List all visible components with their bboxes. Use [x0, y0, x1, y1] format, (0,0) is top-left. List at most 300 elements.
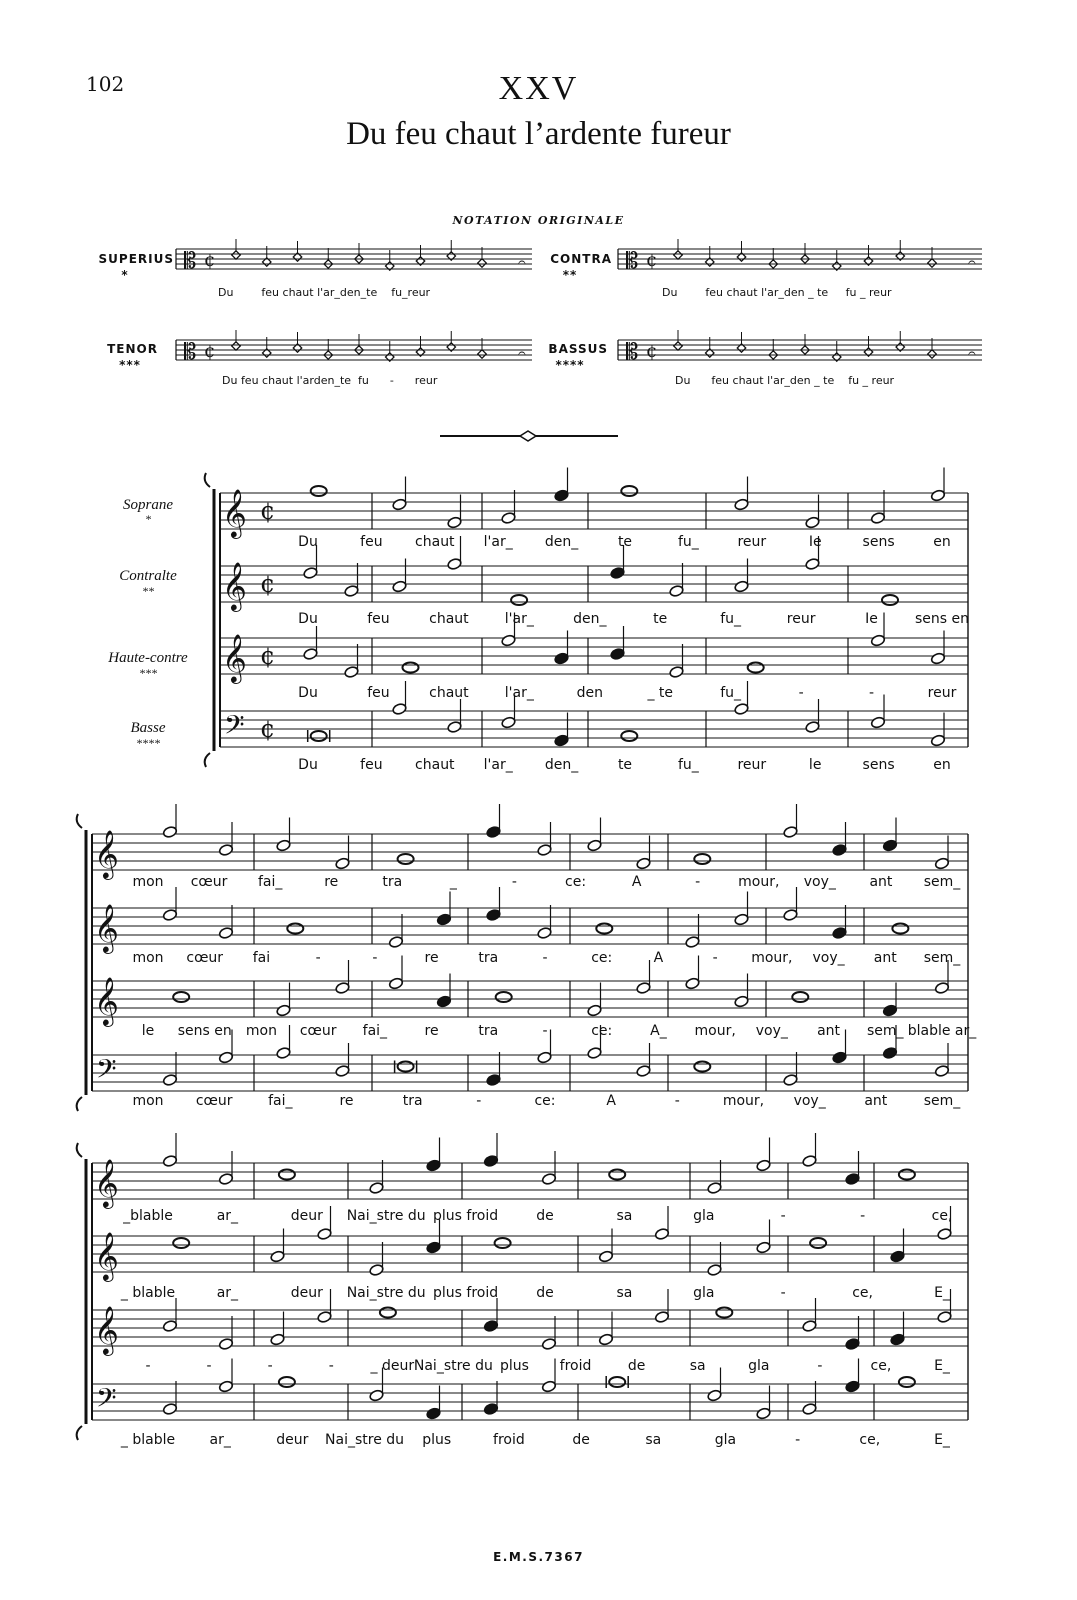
note-half: [537, 844, 552, 857]
voice-label-haute-contre: Haute-contre: [108, 650, 188, 666]
note-half: [934, 1065, 949, 1078]
lyric-syllable: cœur: [299, 1023, 337, 1039]
lyric-syllable: l'ar_: [483, 534, 513, 550]
lyric-syllable: fai_: [362, 1023, 388, 1039]
lyric-syllable: ar_: [216, 1208, 239, 1224]
note-half: [392, 703, 407, 716]
lyric-syllable: sem_: [923, 874, 961, 890]
note-half: [335, 982, 350, 995]
orig-voice-marker-contra: **: [562, 268, 578, 282]
note-whole: [496, 992, 512, 1002]
lyric-syllable: feu: [360, 757, 383, 773]
lyric-syllable: chaut: [415, 534, 455, 550]
lyric-syllable: -: [511, 874, 517, 890]
lyric-syllable: cœur: [195, 1093, 233, 1109]
cut-time-icon: ¢: [646, 250, 658, 271]
note-whole: [621, 731, 637, 741]
c-clef-icon: 𝄡: [626, 340, 639, 365]
note-quarter: [486, 1074, 501, 1087]
lyric-syllable: Nai_stre du: [413, 1358, 493, 1374]
c-clef-icon: 𝄡: [626, 249, 639, 274]
note-half: [669, 666, 684, 679]
lyric-syllable: plus froid: [433, 1285, 499, 1301]
note-half: [218, 927, 233, 940]
note-half: [541, 1380, 556, 1393]
note-half: [303, 567, 318, 580]
lyric-syllable: _ deur: [370, 1358, 415, 1374]
lyric-syllable: mour,: [694, 1023, 736, 1039]
mensural-note: [478, 350, 486, 358]
lyric-syllable: froid: [493, 1432, 525, 1448]
lyric-syllable: A: [606, 1093, 616, 1109]
lyric-syllable: Ie: [808, 534, 822, 550]
note-half: [734, 703, 749, 716]
lyric-syllable: -: [798, 685, 804, 701]
lyric-syllable: Ie: [865, 611, 878, 627]
note-half: [317, 1228, 332, 1241]
mensural-note: [232, 342, 240, 350]
lyric-syllable: gla: [693, 1208, 715, 1224]
lyric-syllable: den_: [544, 757, 579, 773]
bass-clef-icon: 𝄢: [96, 1053, 117, 1091]
lyric-syllable: -: [695, 874, 701, 890]
lyric-syllable: sa: [689, 1358, 706, 1374]
orig-lyric-superius: Du feu chaut l'ar_den_te fu_reur: [218, 286, 431, 299]
lyric-syllable: de: [536, 1208, 554, 1224]
lyric-syllable: _ te: [647, 685, 673, 701]
note-quarter: [832, 927, 847, 940]
lyric-syllable: _blable: [123, 1208, 173, 1224]
note-half: [934, 857, 949, 870]
note-half: [501, 634, 516, 647]
note-quarter: [890, 1250, 905, 1263]
lyric-syllable: en: [933, 757, 951, 773]
lyric-syllable: reur: [737, 757, 767, 773]
note-quarter: [832, 844, 847, 857]
note-half: [369, 1389, 384, 1402]
note-quarter: [882, 1047, 897, 1060]
lyric-syllable: plus: [499, 1358, 529, 1374]
voice-label-basse: Basse: [130, 720, 166, 736]
lyric-syllable: -: [860, 1208, 866, 1224]
note-half: [930, 489, 945, 502]
note-half: [930, 652, 945, 665]
note-half: [501, 512, 516, 525]
lyric-syllable: de: [572, 1432, 590, 1448]
lyric-syllable: te: [617, 757, 633, 773]
note-whole: [882, 595, 898, 605]
lyric-syllable: -: [267, 1358, 273, 1374]
note-half: [587, 839, 602, 852]
lyric-syllable: l'ar_: [504, 611, 534, 627]
lyric-syllable: ce:: [565, 874, 587, 890]
lyric-syllable: fu_: [720, 685, 742, 701]
note-half: [276, 1047, 291, 1060]
note-half: [392, 580, 407, 593]
note-whole: [398, 854, 414, 864]
lyric-syllable: sa: [616, 1285, 633, 1301]
treble-clef-icon: 𝄞: [222, 633, 247, 682]
brace-hook-bottom: [77, 1097, 82, 1111]
note-half: [587, 1047, 602, 1060]
lyric-syllable: A_: [650, 1023, 667, 1039]
orig-voice-marker-bassus: ****: [555, 358, 585, 372]
lyric-syllable: ant: [817, 1023, 841, 1039]
lyric-syllable: chaut: [415, 757, 455, 773]
lyric-syllable: -: [712, 950, 718, 966]
lyric-syllable: -: [674, 1093, 680, 1109]
lyric-syllable: -: [542, 1023, 548, 1039]
lyric-syllable: -: [328, 1358, 334, 1374]
note-whole: [694, 1062, 710, 1072]
lyric-syllable: deur: [290, 1285, 323, 1301]
mensural-note: [674, 251, 682, 259]
lyric-syllable: ant: [869, 874, 893, 890]
note-half: [805, 721, 820, 734]
lyric-syllable: sem_: [923, 1093, 961, 1109]
note-half: [707, 1264, 722, 1277]
lyric-syllable: sa: [616, 1208, 633, 1224]
note-half: [388, 977, 403, 990]
lyric-syllable: ar_: [216, 1285, 239, 1301]
cut-time-icon: ¢: [260, 570, 276, 598]
note-half: [654, 1311, 669, 1324]
voice-marker-soprane: *: [145, 512, 151, 526]
lyric-syllable: l'ar_: [483, 757, 513, 773]
lyric-syllable: -: [542, 950, 548, 966]
mensural-note: [928, 259, 936, 267]
note-quarter: [845, 1380, 860, 1393]
note-whole: [748, 663, 764, 673]
lyric-syllable: ant: [873, 950, 897, 966]
cut-time-icon: ¢: [260, 497, 276, 525]
orig-voice-marker-tenor: ***: [119, 358, 141, 372]
orig-voice-label-tenor: TENOR: [107, 342, 158, 356]
voice-label-soprane: Soprane: [123, 497, 173, 513]
note-half: [870, 634, 885, 647]
cut-time-icon: ¢: [204, 250, 216, 271]
treble-clef-icon: 𝄞: [222, 561, 247, 610]
lyric-syllable: en: [933, 534, 951, 550]
note-half: [756, 1159, 771, 1172]
piece-number: XXV: [498, 70, 579, 107]
note-half: [598, 1250, 613, 1263]
lyric-syllable: _: [449, 874, 457, 890]
note-half: [783, 1074, 798, 1087]
lyric-syllable: den_: [544, 534, 579, 550]
note-quarter: [483, 1155, 498, 1168]
lyric-syllable: fai: [252, 950, 271, 966]
orig-lyric-bassus: Du feu chaut l'ar_den _ te fu _ reur: [675, 374, 895, 387]
lyric-syllable: -: [869, 685, 875, 701]
note-whole: [380, 1308, 396, 1318]
note-half: [541, 1173, 556, 1186]
note-half: [303, 648, 318, 661]
note-half: [270, 1333, 285, 1346]
note-half: [162, 1320, 177, 1333]
lyric-syllable: re: [424, 1023, 439, 1039]
lyric-syllable: reur: [927, 685, 957, 701]
brace-hook-top: [77, 1143, 82, 1157]
lyric-syllable: tra: [402, 1093, 423, 1109]
lyric-syllable: den: [576, 685, 603, 701]
note-quarter: [426, 1407, 441, 1420]
lyric-syllable: Du: [298, 534, 318, 550]
note-half: [734, 913, 749, 926]
note-quarter: [882, 1004, 897, 1017]
lyric-syllable: gla: [714, 1432, 737, 1448]
orig-lyric-contra: Du feu chaut l'ar_den _ te fu _ reur: [662, 286, 892, 299]
note-half: [934, 982, 949, 995]
lyric-syllable: tra: [478, 950, 499, 966]
lyric-syllable: de: [627, 1358, 646, 1374]
note-half: [388, 936, 403, 949]
note-half: [537, 927, 552, 940]
lyric-syllable: te: [653, 611, 668, 627]
custos-icon: 𝄐: [968, 255, 976, 271]
note-half: [501, 716, 516, 729]
lyric-syllable: mour,: [751, 950, 793, 966]
note-half: [783, 826, 798, 839]
lyric-syllable: feu: [367, 685, 390, 701]
lyric-syllable: Du: [298, 757, 318, 773]
lyric-syllable: reur: [737, 534, 767, 550]
note-half: [654, 1228, 669, 1241]
note-half: [369, 1182, 384, 1195]
lyric-syllable: ce:: [591, 1023, 613, 1039]
note-quarter: [845, 1338, 860, 1351]
lyric-syllable: voy_: [793, 1093, 826, 1109]
lyric-syllable: E_: [934, 1358, 950, 1374]
note-quarter: [882, 839, 897, 852]
lyric-syllable: -: [145, 1358, 151, 1374]
lyric-syllable: voy_: [803, 874, 836, 890]
mensural-note: [478, 259, 486, 267]
lyric-syllable: de: [536, 1285, 554, 1301]
note-whole: [173, 992, 189, 1002]
lyric-syllable: te: [617, 534, 633, 550]
treble-clef-icon: 𝄞: [94, 976, 119, 1025]
note-quarter: [486, 826, 501, 839]
c-clef-icon: 𝄡: [184, 340, 197, 365]
note-half: [870, 512, 885, 525]
note-half: [636, 1065, 651, 1078]
note-half: [734, 498, 749, 511]
cut-time-icon: ¢: [646, 341, 658, 362]
lyric-syllable: reur: [786, 611, 816, 627]
lyric-syllable: gla: [693, 1285, 715, 1301]
note-whole: [899, 1170, 915, 1180]
note-half: [802, 1155, 817, 1168]
note-whole: [403, 663, 419, 673]
lyric-syllable: re: [339, 1093, 354, 1109]
note-half: [685, 936, 700, 949]
note-half: [447, 558, 462, 571]
note-half: [685, 977, 700, 990]
note-whole: [279, 1170, 295, 1180]
treble-clef-icon: 𝄞: [222, 488, 247, 537]
lyric-syllable: -: [372, 950, 378, 966]
note-half: [537, 1051, 552, 1064]
note-half: [587, 1004, 602, 1017]
orig-lyric-tenor: Du feu chaut l'arden_te fu - reur: [222, 374, 438, 387]
note-half: [218, 1380, 233, 1393]
lyric-syllable: chaut: [429, 611, 469, 627]
note-half: [317, 1311, 332, 1324]
note-half: [870, 716, 885, 729]
note-whole: [495, 1238, 511, 1248]
lyric-syllable: _ blable: [120, 1432, 176, 1448]
note-half: [276, 1004, 291, 1017]
lyric-syllable: sa: [645, 1432, 662, 1448]
note-whole: [311, 486, 327, 496]
custos-icon: 𝄐: [518, 346, 526, 362]
lyric-syllable: Nai_stre du: [346, 1208, 426, 1224]
lyric-syllable: E_: [934, 1432, 950, 1448]
lyric-syllable: le: [808, 757, 822, 773]
voice-marker-contralte: **: [142, 584, 154, 598]
lyric-syllable: chaut: [429, 685, 469, 701]
note-half: [369, 1264, 384, 1277]
lyric-syllable: sens en: [177, 1023, 232, 1039]
note-quarter: [483, 1320, 498, 1333]
note-quarter: [845, 1173, 860, 1186]
lyric-syllable: sem_: [867, 1023, 904, 1039]
note-half: [636, 857, 651, 870]
lyric-syllable: re: [424, 950, 439, 966]
lyric-syllable: _ blable: [120, 1285, 176, 1301]
orig-voice-label-superius: SUPERIUS: [98, 252, 174, 266]
note-quarter: [486, 909, 501, 922]
lyric-syllable: fu_: [677, 534, 699, 550]
lyric-syllable: ce,: [859, 1432, 881, 1448]
note-half: [937, 1228, 952, 1241]
note-half: [276, 839, 291, 852]
note-half: [541, 1338, 556, 1351]
treble-clef-icon: 𝄞: [94, 1305, 119, 1354]
brace-hook-top: [77, 814, 82, 828]
notation-heading: NOTATION ORIGINALE: [452, 214, 625, 227]
note-quarter: [483, 1403, 498, 1416]
note-whole: [279, 1377, 295, 1387]
lyric-syllable: tra: [478, 1023, 499, 1039]
note-half: [335, 1065, 350, 1078]
lyric-syllable: voy_: [755, 1023, 788, 1039]
note-quarter: [890, 1333, 905, 1346]
note-half: [162, 1403, 177, 1416]
lyric-syllable: mour,: [738, 874, 780, 890]
note-whole: [173, 1238, 189, 1248]
lyric-syllable: feu: [367, 611, 390, 627]
note-half: [802, 1320, 817, 1333]
c-clef-icon: 𝄡: [184, 249, 197, 274]
lyric-syllable: mon: [245, 1023, 277, 1039]
catalog-number: E.M.S.7367: [493, 1550, 584, 1564]
lyric-syllable: mour,: [722, 1093, 765, 1109]
orig-voice-label-contra: CONTRA: [550, 252, 612, 266]
lyric-syllable: Nai_stre du: [325, 1432, 405, 1448]
note-half: [707, 1389, 722, 1402]
lyric-syllable: sens: [862, 757, 895, 773]
note-half: [756, 1241, 771, 1254]
note-half: [218, 1173, 233, 1186]
lyric-syllable: -: [780, 1285, 786, 1301]
note-whole: [511, 595, 527, 605]
note-whole: [899, 1377, 915, 1387]
lyric-syllable: feu: [360, 534, 383, 550]
note-half: [802, 1403, 817, 1416]
note-half: [447, 516, 462, 529]
lyric-syllable: froid: [559, 1358, 592, 1374]
note-quarter: [426, 1241, 441, 1254]
lyric-syllable: den_: [573, 611, 607, 627]
bass-clef-icon: 𝄢: [96, 1382, 117, 1420]
note-whole: [792, 992, 808, 1002]
lyric-syllable: -: [476, 1093, 482, 1109]
lyric-syllable: Nai_stre du: [346, 1285, 426, 1301]
lyric-syllable: mon: [132, 950, 164, 966]
note-quarter: [610, 567, 625, 580]
note-half: [805, 558, 820, 571]
lyric-syllable: deur: [290, 1208, 323, 1224]
note-whole: [596, 924, 612, 934]
lyric-syllable: ce,: [852, 1285, 873, 1301]
divider-diamond-icon: [520, 431, 536, 441]
cut-time-icon: ¢: [204, 341, 216, 362]
note-quarter: [436, 913, 451, 926]
lyric-syllable: fu_: [677, 757, 699, 773]
page-number: 102: [86, 72, 125, 96]
lyric-syllable: plus froid: [433, 1208, 499, 1224]
lyric-syllable: -: [315, 950, 321, 966]
lyric-syllable: ce:: [534, 1093, 556, 1109]
note-half: [162, 1155, 177, 1168]
note-whole: [287, 924, 303, 934]
lyric-syllable: fai_: [257, 874, 283, 890]
lyric-syllable: mon: [132, 874, 164, 890]
lyric-syllable: ant: [864, 1093, 888, 1109]
lyric-syllable: -: [780, 1208, 786, 1224]
voice-label-contralte: Contralte: [119, 568, 177, 584]
note-whole: [398, 1062, 414, 1072]
note-whole: [892, 924, 908, 934]
lyric-syllable: -: [795, 1432, 801, 1448]
lyric-syllable: l'ar_: [504, 685, 534, 701]
mensural-note: [232, 251, 240, 259]
lyric-syllable: A: [653, 950, 664, 966]
lyric-syllable: ar_: [209, 1432, 231, 1448]
lyric-syllable: sem_: [923, 950, 961, 966]
note-half: [218, 1338, 233, 1351]
note-half: [707, 1182, 722, 1195]
lyric-syllable: gla: [748, 1358, 770, 1374]
note-whole: [694, 854, 710, 864]
lyric-syllable: fu_: [720, 611, 742, 627]
voice-marker-haute-contre: ***: [139, 666, 157, 680]
lyric-syllable: A: [631, 874, 642, 890]
note-quarter: [426, 1159, 441, 1172]
lyric-syllable: -: [817, 1358, 823, 1374]
brace-hook-top: [205, 473, 210, 487]
note-quarter: [436, 995, 451, 1008]
piece-title: Du feu chaut l’ardente fureur: [346, 116, 731, 152]
lyric-syllable: plus: [422, 1432, 452, 1448]
note-quarter: [554, 489, 569, 502]
note-half: [447, 721, 462, 734]
note-half: [392, 498, 407, 511]
note-half: [598, 1333, 613, 1346]
lyric-syllable: deur: [276, 1432, 309, 1448]
